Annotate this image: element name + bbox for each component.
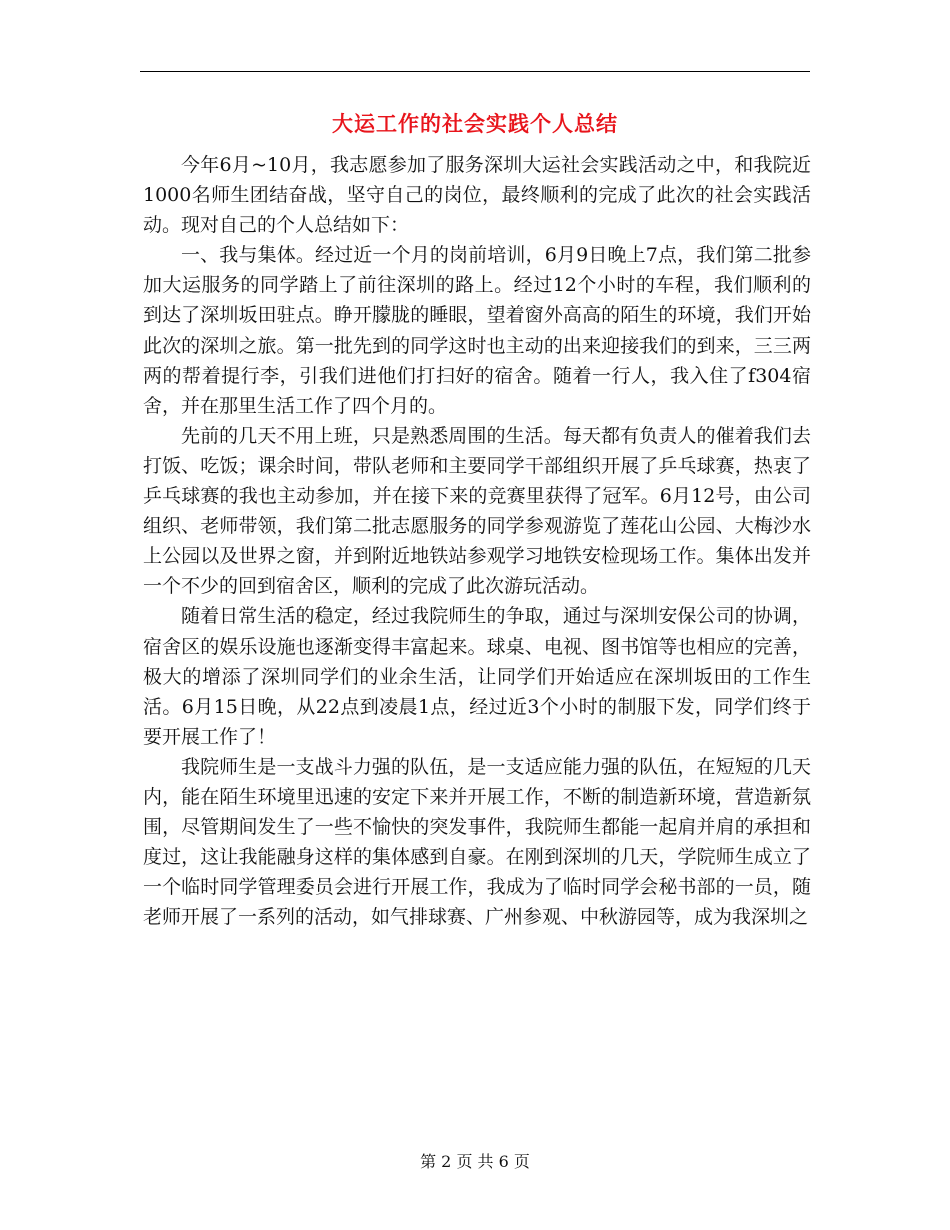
paragraph-collective: 一、我与集体。经过近一个月的岗前培训，6月9日晚上7点，我们第二批参加大运服务的同学踏上了前往深圳的路上。经过12个小时的车程，我们顺利的到达了深圳坂田驻点。睁开朦胧的睡眼，望着窗外高高的陌生的环境，我们开始此次的深圳之旅。第一批先到的同学这时也主动的出来迎接我们的到来，三三两两的帮着提行李，引我们进他们打扫好的宿舍。随着一行人，我入住了f304宿舍，并在那里生活工作了四个月的。	[143, 244, 811, 417]
paragraph-intro: 今年6月~10月，我志愿参加了服务深圳大运社会实践活动之中，和我院近1000名师生团结奋战，坚守自己的岗位，最终顺利的完成了此次的社会实践活动。现对自己的个人总结如下：	[143, 154, 811, 237]
paragraph-daily-life: 随着日常生活的稳定，经过我院师生的争取，通过与深圳安保公司的协调，宿舍区的娱乐设施也逐渐变得丰富起来。球桌、电视、图书馆等也相应的完善，极大的增添了深圳同学们的业余生活，让同学们开始适应在深圳坂田的工作生活。6月15日晚，从22点到凌晨1点，经过近3个小时的制服下发，同学们终于要开展工作了！	[143, 605, 811, 748]
page-number-label: 第 2 页 共 6 页	[420, 1152, 530, 1171]
page-footer	[0, 1150, 950, 1174]
paragraph-first-days: 先前的几天不用上班，只是熟悉周围的生活。每天都有负责人的催着我们去打饭、吃饭；课余时间，带队老师和主要同学干部组织开展了乒乓球赛，热衷了乒乓球赛的我也主动参加，并在接下来的竞赛里获得了冠军。6月12号，由公司组织、老师带领，我们第二批志愿服务的同学参观游览了莲花山公园、大梅沙水上公园以及世界之窗，并到附近地铁站参观学习地铁安检现场工作。集体出发并一个不少的回到宿舍区，顺利的完成了此次游玩活动。	[143, 424, 811, 598]
header-rule	[140, 71, 810, 72]
document-title: 大运工作的社会实践个人总结	[332, 111, 618, 136]
paragraph-team: 我院师生是一支战斗力强的队伍，是一支适应能力强的队伍，在短短的几天内，能在陌生环境里迅速的安定下来并开展工作，不断的制造新环境，营造新氛围，尽管期间发生了一些不愉快的突发事件，我院师生都能一起肩并肩的承担和度过，这让我能融身这样的集体感到自豪。在刚到深圳的几天，学院师生成立了一个临时同学管理委员会进行开展工作，我成为了临时同学会秘书部的一员，随老师开展了一系列的活动，如气排球赛、广州参观、中秋游园等，成为我深圳之	[143, 755, 811, 929]
document-body	[143, 150, 811, 932]
